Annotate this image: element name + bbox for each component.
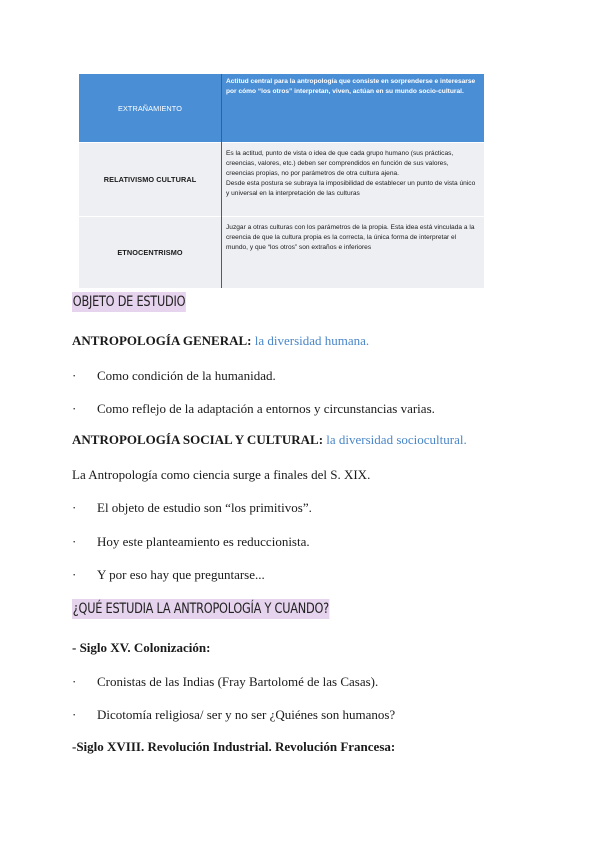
term-cell: EXTRAÑAMIENTO bbox=[79, 74, 222, 143]
general-line bbox=[72, 333, 369, 349]
definition-cell bbox=[222, 143, 485, 217]
list-item-text: Como reflejo de la adaptación a entornos y circunstancias varias. bbox=[97, 401, 435, 416]
definition-line: Es la actitud, punto de vista o idea de que cada grupo humano (sus prácticas, creencias, valores, etc.) deben ser comprendidos en función de sus valores, creencias propias, no por parámetros de otra cultura ajena. bbox=[226, 150, 454, 177]
table-row bbox=[79, 217, 484, 289]
list-item bbox=[72, 500, 312, 516]
bullet: · bbox=[72, 674, 77, 689]
list-item bbox=[72, 368, 276, 384]
list-item-text: Dicotomía religiosa/ ser y no ser ¿Quiénes son humanos? bbox=[97, 707, 396, 722]
general-value: la diversidad humana. bbox=[251, 333, 370, 348]
bullet: · bbox=[72, 567, 77, 582]
general-label: ANTROPOLOGÍA GENERAL: bbox=[72, 333, 252, 348]
list-item bbox=[72, 567, 265, 583]
intro-text: La Antropología como ciencia surge a finales del S. XIX. bbox=[72, 467, 371, 482]
social-label: ANTROPOLOGÍA SOCIAL Y CULTURAL: bbox=[72, 432, 324, 447]
concepts-table bbox=[79, 74, 484, 288]
bullet: · bbox=[72, 500, 77, 515]
list-item-text: Y por eso hay que preguntarse... bbox=[97, 567, 265, 582]
definition-cell: Actitud central para la antropología que consiste en sorprenderse e interesarse por cómo “los otros” interpretan, viven, actúan en su mundo socio-cultural. bbox=[222, 74, 485, 143]
section-heading-que: ¿QUÉ ESTUDIA LA ANTROPOLOGÍA Y CUANDO? bbox=[72, 601, 329, 617]
bullet: · bbox=[72, 534, 77, 549]
siglo-xv-heading: - Siglo XV. Colonización: bbox=[72, 640, 211, 655]
bullet: · bbox=[72, 368, 77, 383]
bullet: · bbox=[72, 707, 77, 722]
list-item bbox=[72, 401, 435, 417]
social-value: la diversidad sociocultural. bbox=[323, 432, 467, 447]
section-heading-objeto: OBJETO DE ESTUDIO bbox=[72, 294, 186, 310]
term-cell: ETNOCENTRISMO bbox=[79, 217, 222, 289]
definition-cell: Juzgar a otras culturas con los parámetros de la propia. Esta idea está vinculada a la creencia de que la cultura propia es la correcta, la única forma de interpretar el mundo, y que “los otros” son extraños e inferiores bbox=[222, 217, 485, 289]
term-cell: RELATIVISMO CULTURAL bbox=[79, 143, 222, 217]
list-item-text: Cronistas de las Indias (Fray Bartolomé de las Casas). bbox=[97, 674, 379, 689]
list-item bbox=[72, 674, 378, 690]
definition-line: Desde esta postura se subraya la imposibilidad de establecer un punto de vista único y universal en la interpretación de las culturas bbox=[226, 180, 476, 197]
bullet: · bbox=[72, 401, 77, 416]
table-row bbox=[79, 74, 484, 143]
list-item-text: El objeto de estudio son “los primitivos”. bbox=[97, 500, 312, 515]
table-row bbox=[79, 143, 484, 217]
list-item bbox=[72, 534, 310, 550]
siglo-xviii-heading: -Siglo XVIII. Revolución Industrial. Revolución Francesa: bbox=[72, 739, 396, 754]
list-item-text: Hoy este planteamiento es reduccionista. bbox=[97, 534, 310, 549]
social-line bbox=[72, 432, 467, 448]
list-item-text: Como condición de la humanidad. bbox=[97, 368, 276, 383]
list-item bbox=[72, 707, 395, 723]
